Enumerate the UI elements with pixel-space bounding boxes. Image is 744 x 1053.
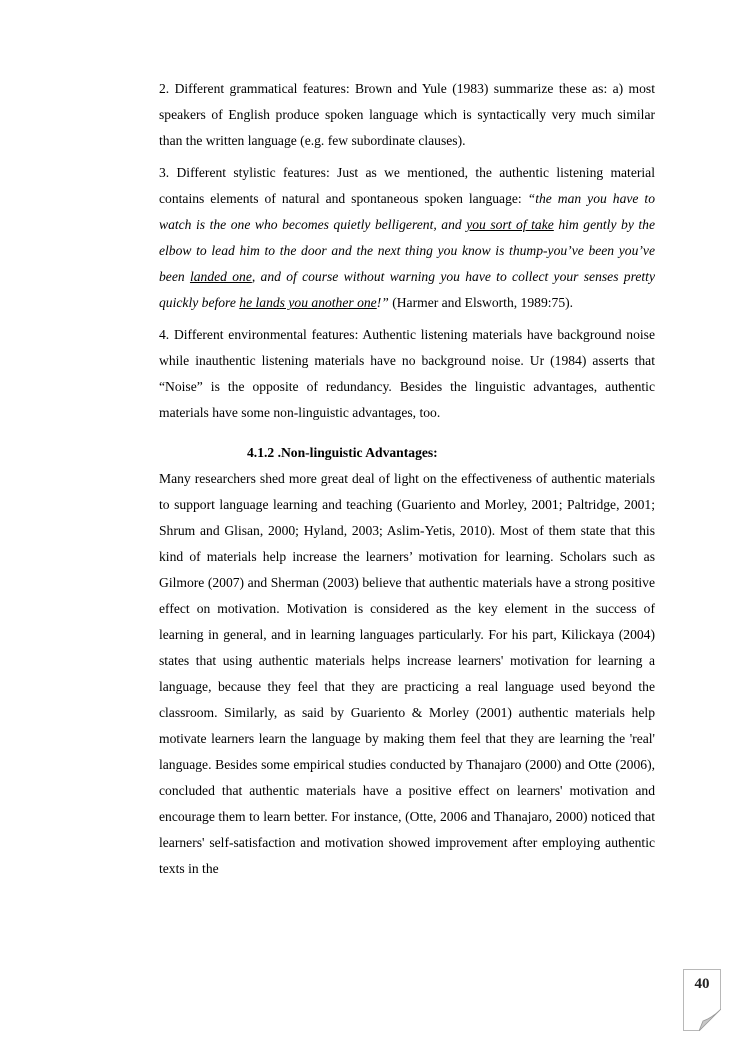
quote-part-1: “the man you have to watch is the one who becomes quietly belligerent, and: [159, 191, 655, 232]
quote-underline-3: he lands you another one: [239, 295, 377, 310]
stylistic-lead-text: 3. Different stylistic features: Just as we mentioned, the authentic listening material contains elements of natural and spontaneous spoken language:: [159, 165, 655, 206]
quote-underline-1: you sort of take: [466, 217, 554, 232]
page-curl-icon: [699, 1009, 721, 1031]
paragraph-non-linguistic-advantages: Many researchers shed more great deal of light on the effectiveness of authentic materials to support language learning and teaching (Guariento and Morley, 2001; Paltridge, 2001; Shrum and Glisan, 2000; Hyland, 2003; Aslim-Yetis, 2010). Most of them state that this kind of materials help increase the learners’ motivation for learning. Scholars such as Gilmore (2007) and Sherman (2003) believe that authentic materials have a strong positive effect on motivation. Motivation is considered as the key element in the success of learning in general, and in learning languages particularly. For his part, Kilickaya (2004) states that using authentic materials helps increase learners' motivation for learning a language, because they feel that they are practicing a real language used beyond the classroom. Similarly, as said by Guariento & Morley (2001) authentic materials help motivate learners learn the language by making them feel that they are learning the 'real' language. Besides some empirical studies conducted by Thanajaro (2000) and Otte (2006), concluded that authentic materials have a positive effect on learners' motivation and encourage them to learn better. For instance, (Otte, 2006 and Thanajaro, 2000) noticed that learners' self-satisfaction and motivation showed improvement after employing authentic texts in the: [159, 471, 655, 876]
paragraph-stylistic-features: [159, 160, 655, 316]
quote-part-3: , and of course without warning you have to collect your senses pretty quickly before: [159, 269, 655, 310]
paragraph-grammatical-features: 2. Different grammatical features: Brown and Yule (1983) summarize these as: a) most speakers of English produce spoken language which is syntactically very much similar than the written language (e.g. few subordinate clauses).: [159, 81, 655, 148]
quote-part-4: !”: [376, 295, 389, 310]
quote-underline-2: landed one: [189, 269, 252, 284]
paragraph-environmental-features: 4. Different environmental features: Authentic listening materials have background noise while inauthentic listening materials have no background noise. Ur (1984) asserts that “Noise” is the opposite of redundancy. Besides the linguistic advantages, authentic materials have some non-linguistic advantages, too.: [159, 327, 655, 420]
quote-citation: (Harmer and Elsworth, 1989:75).: [388, 295, 574, 310]
document-body: [159, 76, 655, 882]
quote-part-2: him gently by the elbow to lead him to the door and the next thing you know is thump-you’ve been you’ve been: [159, 217, 655, 284]
page-number: 40: [694, 976, 710, 992]
section-heading: 4.1.2 .Non-linguistic Advantages:: [247, 445, 438, 460]
page-number-box: [683, 969, 721, 1031]
